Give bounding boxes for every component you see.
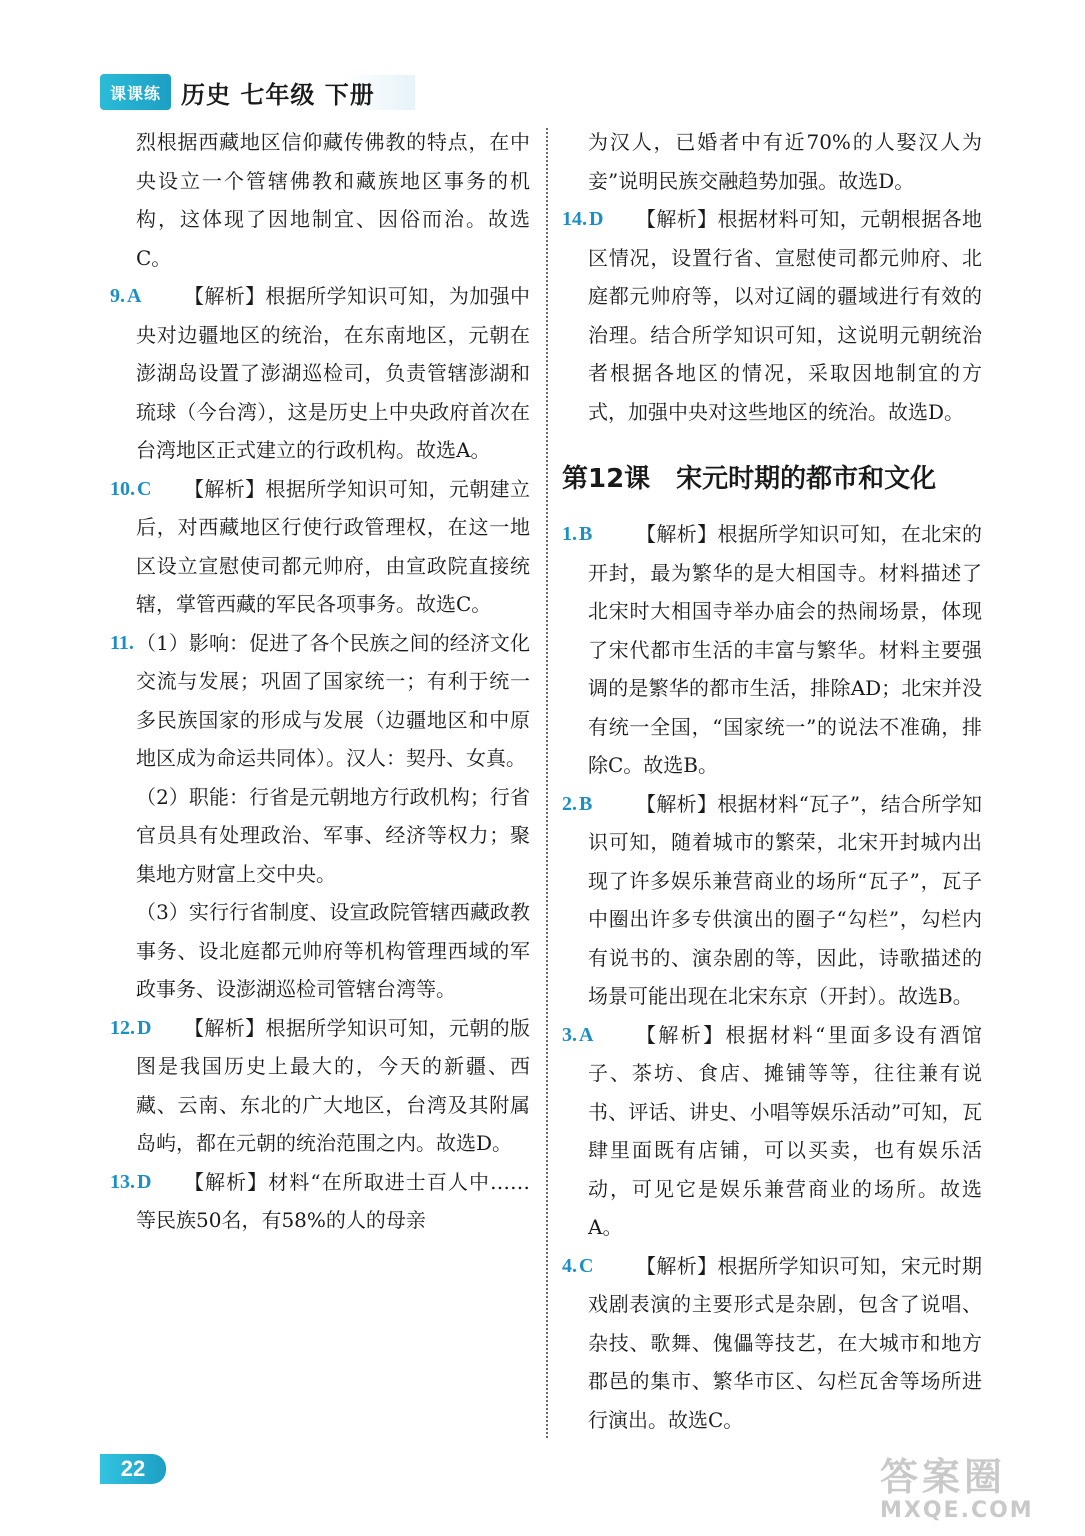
continued-answer: 为汉人，已婚者中有近70%的人娶汉人为妾”说明民族交融趋势加强。故选D。 (588, 130, 982, 193)
book-title: 历史 七年级 下册 (181, 75, 415, 110)
question-number: 1. B (562, 523, 593, 545)
series-logo-text: 课课练 (110, 83, 162, 103)
watermark-url: MXQE.COM (880, 1498, 1034, 1523)
question-number: 14. D (562, 208, 604, 230)
question-number: 10. C (110, 477, 152, 500)
question-number: 13. D (110, 1170, 152, 1193)
answer-item-3 (562, 1016, 982, 1247)
question-number: 11. (110, 631, 134, 654)
question-number: 9. A (110, 285, 142, 307)
answer-item-2 (562, 785, 982, 1016)
page-header (100, 72, 415, 112)
answer-body: 【解析】根据所学知识可知，元朝建立后，对西藏地区行使行政管理权，在这一地区设立宣慰使司都元帅府，由宣政院直接统辖，掌管西藏的军民各项事务。故选C。 (136, 476, 530, 616)
question-number: 12. D (110, 1016, 152, 1039)
question-number: 2. B (562, 792, 593, 815)
answer-item-14 (562, 200, 982, 431)
answer-body: 【解析】材料“在所取进士百人中……等民族50名，有58%的人的母亲 (136, 1169, 531, 1232)
question-number: 4. C (562, 1254, 594, 1277)
continued-answer: 烈根据西藏地区信仰藏传佛教的特点，在中央设立一个管辖佛教和藏族地区事务的机构，这体现了因地制宜、因俗而治。故选C。 (136, 130, 530, 270)
answer-body: 【解析】根据所学知识可知，在北宋的开封，最为繁华的是大相国寺。材料描述了北宋时大相国寺举办庙会的热闹场景，体现了宋代都市生活的丰富与繁华。材料主要强调的是繁华的都市生活，排除AD；北宋并没有统一全国，“国家统一”的说法不准确，排除C。故选B。 (588, 522, 982, 777)
answer-item-12 (110, 1009, 530, 1163)
question-number: 3. A (562, 1023, 594, 1046)
answer-body: 【解析】根据所学知识可知，宋元时期戏剧表演的主要形式是杂剧，包含了说唱、杂技、歌舞、傀儡等技艺，在大城市和地方郡邑的集市、繁华市区、勾栏瓦舍等场所进行演出。故选C。 (588, 1253, 982, 1432)
answer-part-3: （3）实行行省制度、设宣政院管辖西藏政教事务、设北庭都元帅府等机构管理西域的军政事务、设澎湖巡检司管辖台湾等。 (136, 900, 530, 1001)
answer-body: 【解析】根据所学知识可知，元朝的版图是我国历史上最大的，今天的新疆、西藏、云南、东北的广大地区，台湾及其附属岛屿，都在元朝的统治范围之内。故选D。 (136, 1015, 530, 1155)
answer-item-1 (562, 515, 982, 785)
answer-item-9 (110, 277, 530, 470)
answer-body: 【解析】根据所学知识可知，为加强中央对边疆地区的统治，在东南地区，元朝在澎湖岛设置了澎湖巡检司，负责管辖澎湖和琉球（今台湾），这是历史上中央政府首次在台湾地区正式建立的行政机构。故选A。 (136, 284, 530, 462)
answer-part-1: （1）影响：促进了各个民族之间的经济文化交流与发展；巩固了国家统一；有利于统一多民族国家的形成与发展（边疆地区和中原地区成为命运共同体）。汉人：契丹、女真。 (136, 630, 530, 770)
watermark-logo-text: 答案圈 (880, 1455, 1007, 1499)
answer-body: 【解析】根据材料可知，元朝根据各地区情况，设置行省、宣慰使司都元帅府、北庭都元帅府等，以对辽阔的疆域进行有效的治理。结合所学知识可知，这说明元朝统治者根据各地区的情况，采取因地制宜的方式，加强中央对这些地区的统治。故选D。 (588, 207, 982, 424)
answer-item-11 (110, 624, 530, 1009)
answer-item-10 (110, 470, 530, 624)
page-number: 22 (100, 1454, 166, 1484)
site-watermark (880, 1455, 1070, 1527)
lesson-title: 第12课 宋元时期的都市和文化 (562, 464, 937, 494)
left-column (110, 123, 530, 1240)
answer-item-13 (110, 1163, 530, 1240)
answer-body: 【解析】根据材料“里面多设有酒馆子、茶坊、食店、摊铺等等，往往兼有说书、评话、讲史、小唱等娱乐活动”可知，瓦肆里面既有店铺，可以买卖，也有娱乐活动，可见它是娱乐兼营商业的场所。故选A。 (588, 1022, 982, 1239)
answer-body: 【解析】根据材料“瓦子”，结合所学知识可知，随着城市的繁荣，北宋开封城内出现了许多娱乐兼营商业的场所“瓦子”，瓦子中圈出许多专供演出的圈子“勾栏”，勾栏内有说书的、演杂剧的等，因此，诗歌描述的场景可能出现在北宋东京（开封）。故选B。 (588, 791, 983, 1008)
right-column (562, 123, 982, 1439)
series-logo (100, 74, 171, 110)
answer-part-2: （2）职能：行省是元朝地方行政机构；行省官员具有处理政治、军事、经济等权力；聚集地方财富上交中央。 (136, 784, 530, 886)
column-divider (546, 128, 548, 1438)
answer-item-4 (562, 1247, 982, 1440)
